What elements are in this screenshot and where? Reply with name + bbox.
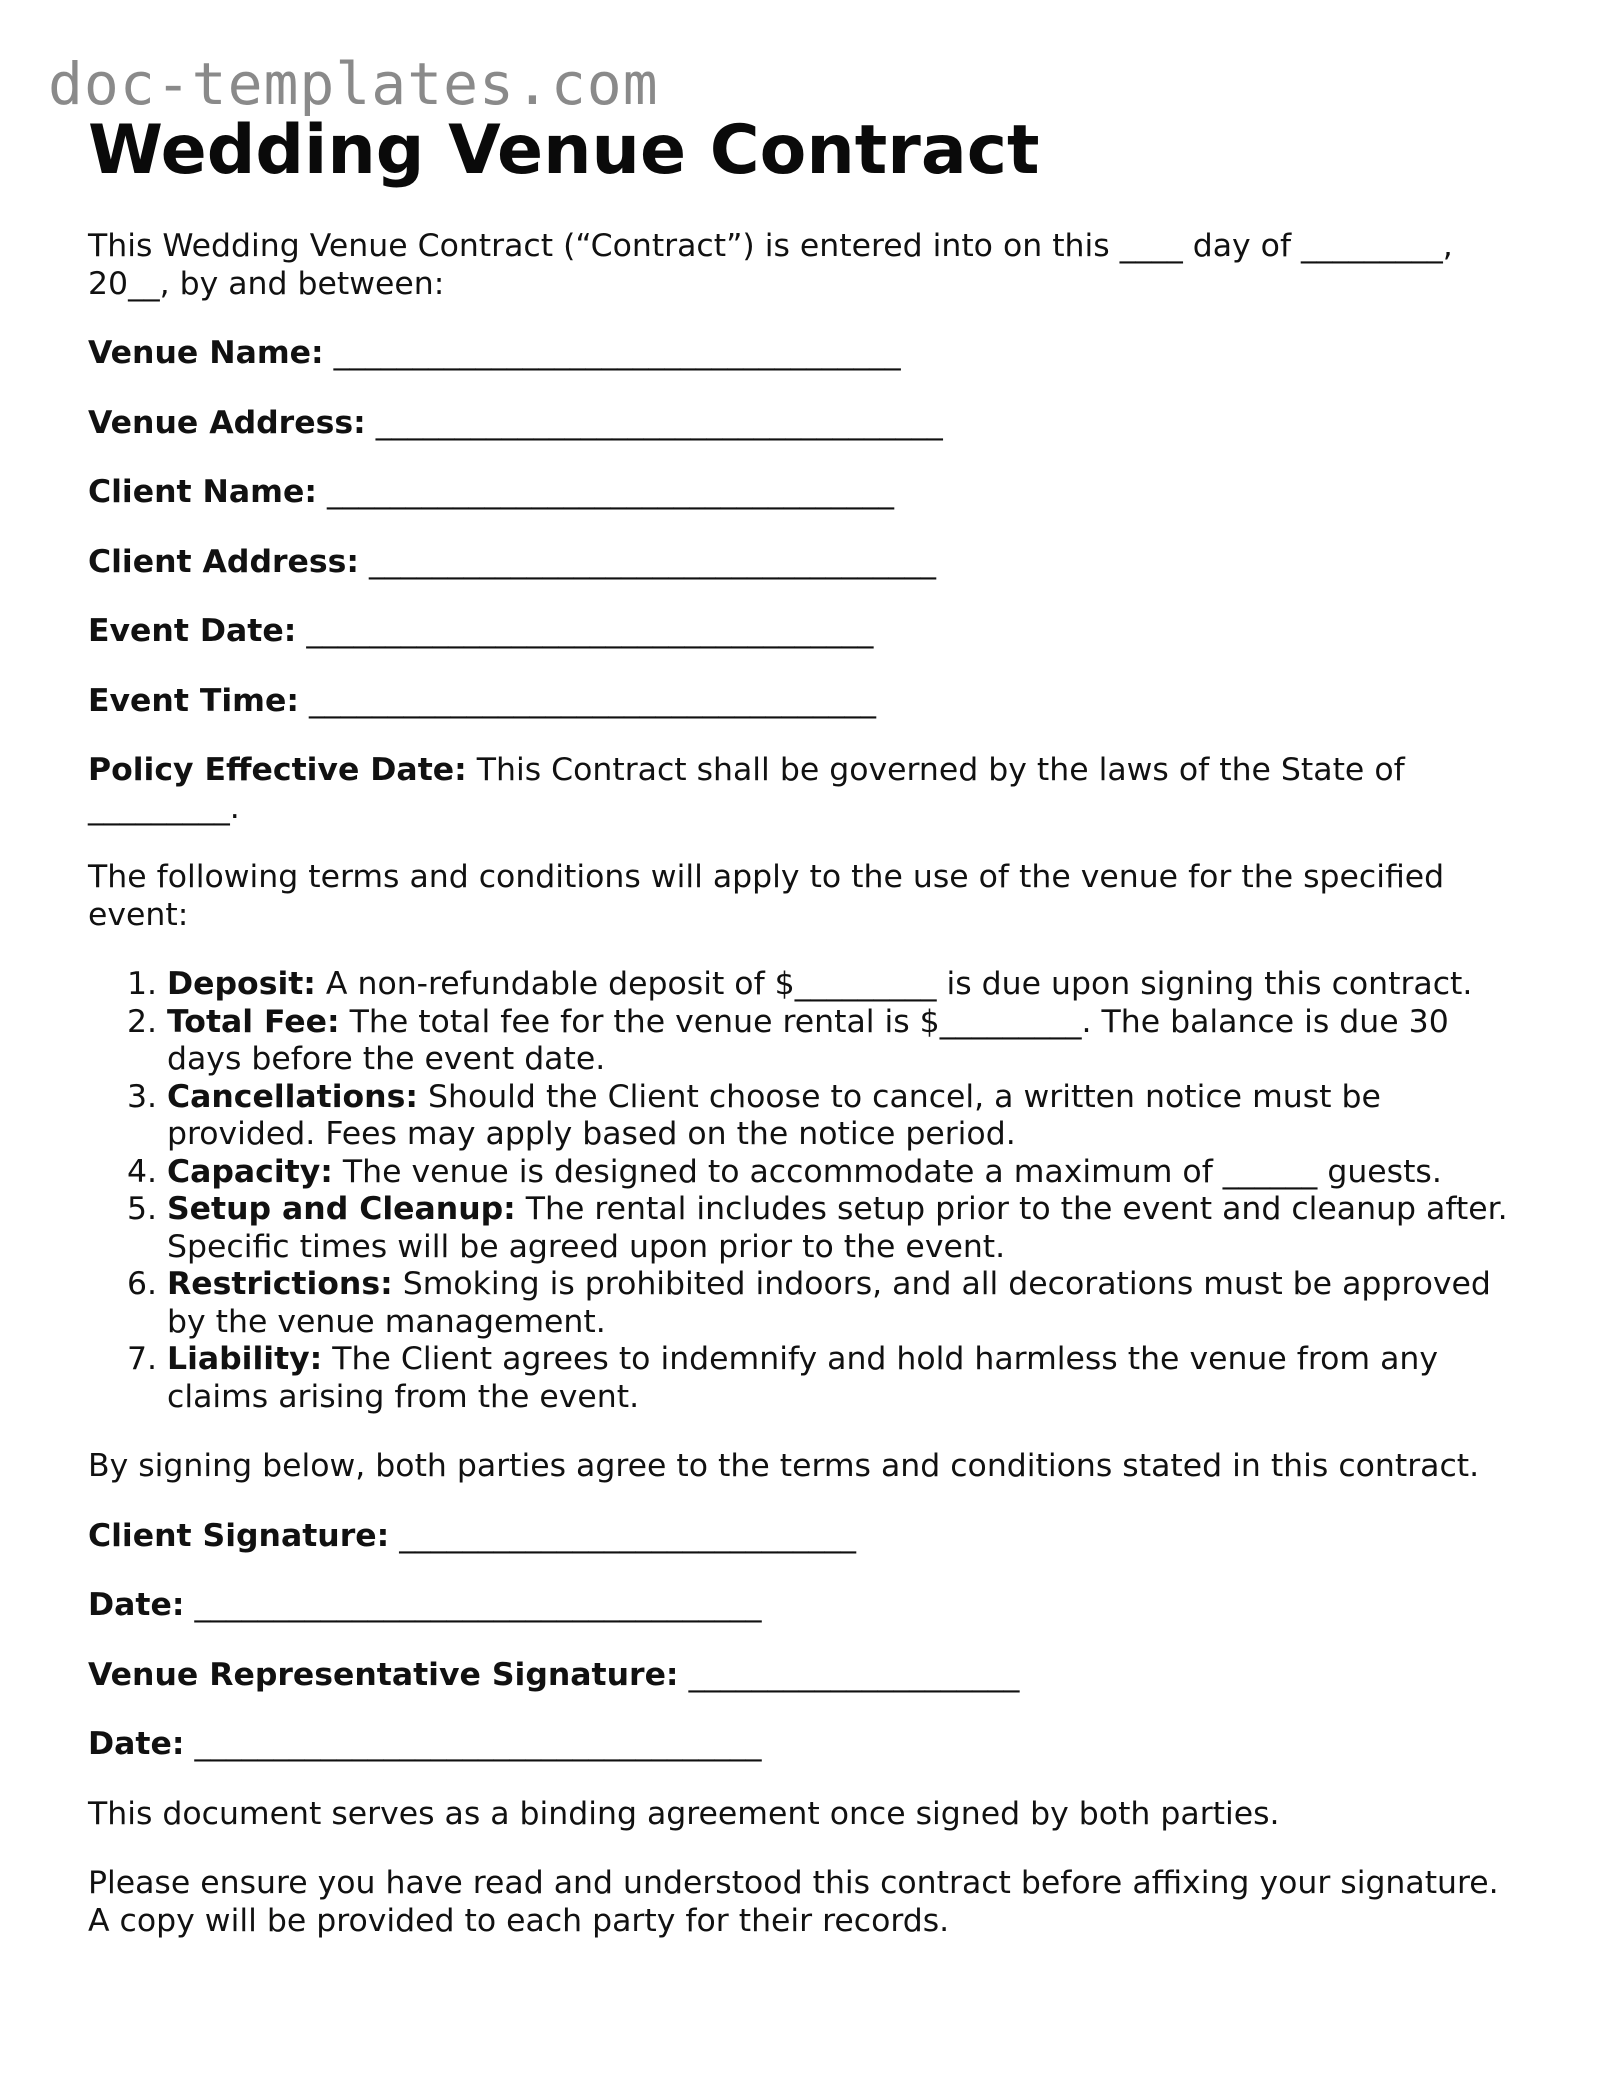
term-label: Liability: (167, 1341, 323, 1377)
term-liability (127, 1341, 1528, 1416)
venue-name-field[interactable] (88, 335, 1528, 373)
term-text: Smoking is prohibited indoors, and all decorations must be approved by the venue management. (167, 1266, 1491, 1340)
policy-label: Policy Effective Date: (88, 752, 467, 788)
policy-paragraph (88, 752, 1528, 827)
term-number: 1. (127, 966, 158, 1002)
term-label: Total Fee: (167, 1003, 340, 1040)
field-label: Date: (88, 1587, 185, 1623)
term-number: 7. (127, 1341, 158, 1377)
term-text: The Client agrees to indemnify and hold harmless the venue from any claims arising from the event. (167, 1341, 1439, 1415)
watermark: doc-templates.com (48, 50, 659, 118)
term-text: The total fee for the venue rental is $_________. The balance is due 30 days before the event date. (167, 1003, 1449, 1077)
fill-in-blank[interactable]: ____________________________________ (369, 543, 937, 580)
fill-in-blank[interactable]: _____________________ (688, 1656, 1020, 1693)
terms-list (88, 966, 1528, 1416)
agreement-paragraph: By signing below, both parties agree to the terms and conditions stated in this contract. (88, 1448, 1480, 1484)
field-label: Venue Representative Signature: (88, 1656, 679, 1693)
closing-paragraph: Please ensure you have read and understood this contract before affixing your signature. A copy will be provided to each party for their records. (88, 1865, 1499, 1939)
term-deposit (127, 966, 1528, 1004)
fill-in-blank[interactable]: _____________________________ (399, 1517, 856, 1554)
term-number: 3. (127, 1078, 158, 1115)
contract-body (88, 228, 1528, 1972)
client-name-field[interactable] (88, 474, 1528, 512)
term-cancellations (127, 1078, 1528, 1154)
fill-in-blank[interactable]: ____________________________________ (194, 1726, 762, 1762)
term-number: 5. (127, 1191, 158, 1227)
term-label: Cancellations: (167, 1078, 418, 1115)
term-label: Restrictions: (167, 1266, 393, 1302)
field-label: Client Name: (88, 474, 317, 510)
venue-address-field[interactable] (88, 405, 1528, 443)
intro-paragraph: This Wedding Venue Contract (“Contract”) is entered into on this ____ day of _________, 20__, by and between: (88, 228, 1453, 302)
client-signature-field[interactable] (88, 1518, 1528, 1556)
term-setup-cleanup (127, 1191, 1528, 1266)
term-text: The rental includes setup prior to the event and cleanup after. Specific times will be agreed upon prior to the event. (167, 1191, 1508, 1265)
fill-in-blank[interactable]: ____________________________________ (326, 474, 894, 510)
field-label: Client Address: (88, 543, 359, 580)
term-label: Capacity: (167, 1153, 333, 1190)
term-text: A non-refundable deposit of $_________ is due upon signing this contract. (315, 966, 1473, 1002)
term-label: Setup and Cleanup: (167, 1191, 516, 1227)
fill-in-blank[interactable]: ____________________________________ (333, 335, 901, 371)
venue-date-field[interactable] (88, 1726, 1528, 1764)
term-number: 2. (127, 1003, 158, 1040)
event-time-field[interactable] (88, 683, 1528, 721)
fill-in-blank[interactable]: ____________________________________ (194, 1587, 762, 1623)
field-label: Client Signature: (88, 1517, 390, 1554)
field-label: Date: (88, 1726, 185, 1762)
venue-representative-signature-field[interactable] (88, 1657, 1528, 1695)
terms-intro: The following terms and conditions will apply to the use of the venue for the specified event: (88, 859, 1445, 933)
field-label: Venue Name: (88, 335, 324, 371)
event-date-field[interactable] (88, 613, 1528, 651)
policy-text: This Contract shall be governed by the laws of the State of _________. (88, 752, 1405, 826)
client-date-field[interactable] (88, 1587, 1528, 1625)
field-label: Event Time: (88, 682, 299, 719)
term-text: The venue is designed to accommodate a maximum of ______ guests. (332, 1153, 1442, 1190)
term-restrictions (127, 1266, 1528, 1341)
binding-paragraph: This document serves as a binding agreement once signed by both parties. (88, 1795, 1280, 1832)
field-label: Event Date: (88, 613, 297, 649)
term-label: Deposit: (167, 966, 316, 1002)
fill-in-blank[interactable]: ____________________________________ (308, 682, 876, 719)
term-text: Should the Client choose to cancel, a written notice must be provided. Fees may apply based on the notice period. (167, 1078, 1381, 1152)
fill-in-blank[interactable]: ____________________________________ (375, 404, 943, 441)
term-number: 6. (127, 1266, 158, 1302)
term-capacity (127, 1153, 1528, 1192)
fill-in-blank[interactable]: ____________________________________ (306, 613, 874, 649)
term-number: 4. (127, 1153, 158, 1190)
term-total-fee (127, 1003, 1528, 1079)
document-title: Wedding Venue Contract (88, 111, 1040, 190)
field-label: Venue Address: (88, 404, 366, 441)
client-address-field[interactable] (88, 544, 1528, 582)
